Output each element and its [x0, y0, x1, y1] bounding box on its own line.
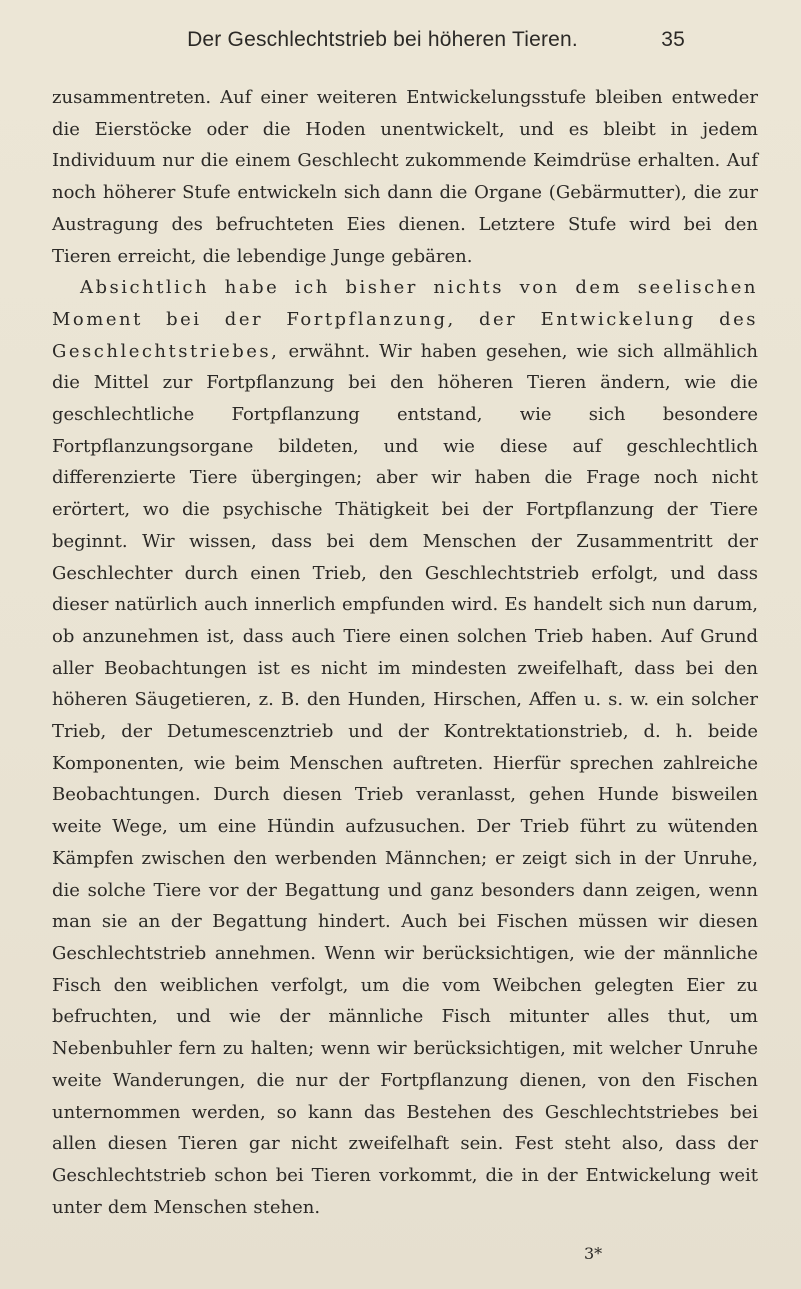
- paragraph: [52, 272, 758, 1223]
- paragraph-text: zusammentreten. Auf einer weiteren Entwickelungsstufe bleiben entweder die Eierstöcke oder die Hoden unentwickelt, und es bleibt in jedem Individuum nur die einem Geschlecht zukommende Keimdrüse erhalten. Auf noch höherer Stufe entwickeln sich dann die Organe (Gebärmutter), die zur Austragung des befruchteten Eies dienen. Letztere Stufe wird bei den Tieren erreicht, die lebendige Junge gebären.: [52, 87, 758, 267]
- signature-mark: 3*: [584, 1244, 603, 1263]
- body-text: [52, 82, 758, 1223]
- running-title: Der Geschlechtstrieb bei höheren Tieren.: [187, 28, 578, 51]
- paragraph: [52, 82, 758, 272]
- paragraph-spaced-text: Absichtlich habe ich bisher nichts von dem seelischen Moment bei der Fortpflanzung, der Entwickelung des Geschlechtstriebes,: [52, 277, 758, 362]
- running-header: [100, 28, 685, 56]
- paragraph-text: erwähnt. Wir haben gesehen, wie sich allmählich die Mittel zur Fortpflanzung bei den höheren Tieren ändern, wie die geschlechtliche Fortpflanzung entstand, wie sich besondere Fortpflanzungsorgane bildeten, und wie diese auf geschlechtlich differenzierte Tiere übergingen; aber wir haben die Frage noch nicht erörtert, wo die psychische Thätigkeit bei der Fortpflanzung der Tiere beginnt. Wir wissen, dass bei dem Menschen der Zusammentritt der Geschlechter durch einen Trieb, den Geschlechtstrieb erfolgt, und dass dieser natürlich auch innerlich empfunden wird. Es handelt sich nun darum, ob anzunehmen ist, dass auch Tiere einen solchen Trieb haben. Auf Grund aller Beobachtungen ist es nicht im mindesten zweifelhaft, dass bei den höheren Säugetieren, z. B. den Hunden, Hirschen, Affen u. s. w. ein solcher Trieb, der Detumescenztrieb und der Kontrektationstrieb, d. h. beide Komponenten, wie beim Menschen auftreten. Hierfür sprechen zahlreiche Beobachtungen. Durch diesen Trieb veranlasst, gehen Hunde bisweilen weite Wege, um eine Hündin aufzusuchen. Der Trieb führt zu wütenden Kämpfen zwischen den werbenden Männchen; er zeigt sich in der Unruhe, die solche Tiere vor der Begattung und ganz besonders dann zeigen, wenn man sie an der Begattung hindert. Auch bei Fischen müssen wir diesen Geschlechtstrieb annehmen. Wenn wir berücksichtigen, wie der männliche Fisch den weiblichen verfolgt, um die vom Weibchen gelegten Eier zu befruchten, und wie der männliche Fisch mitunter alles thut, um Nebenbuhler fern zu halten; wenn wir berücksichtigen, mit welcher Unruhe weite Wanderungen, die nur der Fortpflanzung dienen, von den Fischen unternommen werden, so kann das Bestehen des Geschlechtstriebes bei allen diesen Tieren gar nicht zweifelhaft sein. Fest steht also, dass der Geschlechtstrieb schon bei Tieren vorkommt, die in der Entwickelung weit unter dem Menschen stehen.: [52, 340, 758, 1218]
- page-number: 35: [661, 28, 685, 51]
